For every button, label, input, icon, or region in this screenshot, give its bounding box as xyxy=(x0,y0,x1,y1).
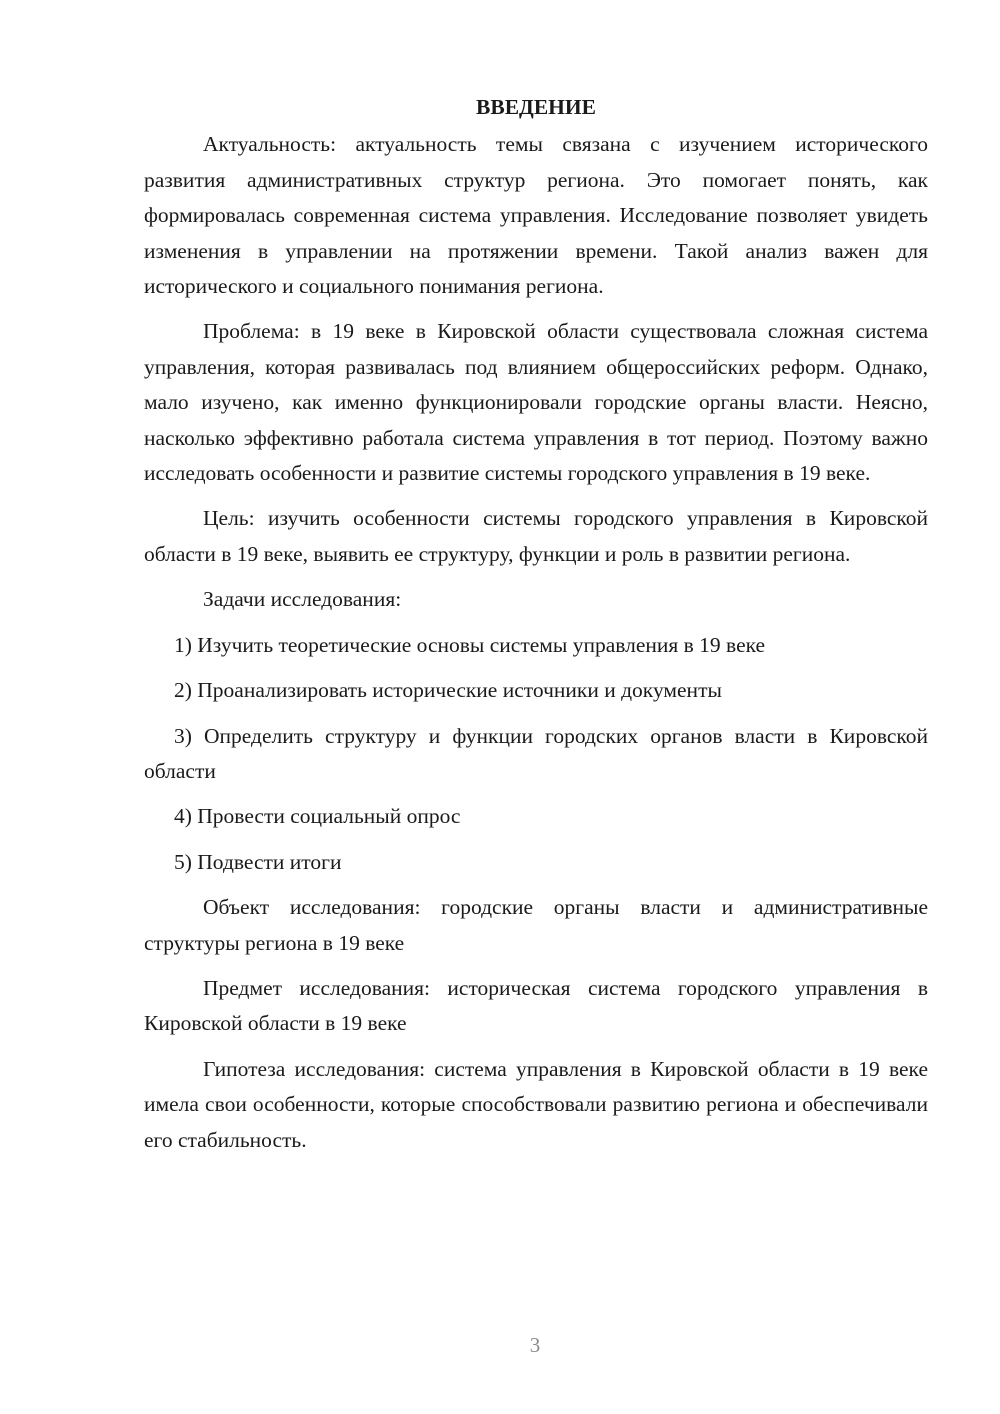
section-heading: ВВЕДЕНИЕ xyxy=(476,95,596,119)
task-item-3: 3) Определить структуру и функции городских органов власти в Кировской области xyxy=(144,723,928,783)
document-page xyxy=(144,90,928,1168)
object-paragraph: Объект исследования: городские органы власти и административные структуры региона в 19 веке xyxy=(144,895,928,955)
relevance-paragraph: Актуальность: актуальность темы связана с изучением исторического развития административных структур региона. Это помогает понять, как формировалась современная система управления. Исследование позволяет увидеть изменения в управлении на протяжении времени. Такой анализ важен для исторического и социального понимания региона. xyxy=(144,132,928,299)
task-item-4: 4) Провести социальный опрос xyxy=(174,804,461,829)
task-item-2: 2) Проанализировать исторические источники и документы xyxy=(174,678,722,703)
tasks-heading: Задачи исследования: xyxy=(203,587,402,612)
goal-paragraph: Цель: изучить особенности системы городского управления в Кировской области в 19 веке, выявить ее структуру, функции и роль в развитии региона. xyxy=(144,506,928,566)
task-item-1: 1) Изучить теоретические основы системы управления в 19 веке xyxy=(174,632,766,657)
task-item-5: 5) Подвести итоги xyxy=(174,849,342,874)
problem-paragraph: Проблема: в 19 веке в Кировской области существовала сложная система управления, которая развивалась под влиянием общероссийских реформ. Однако, мало изучено, как именно функционировали городские органы власти. Неясно, насколько эффективно работала система управления в тот период. Поэтому важно исследовать особенности и развитие системы городского управления в 19 веке. xyxy=(144,319,928,486)
subject-paragraph: Предмет исследования: историческая система городского управления в Кировской области в 19 веке xyxy=(144,975,928,1036)
page-number: 3 xyxy=(529,1333,541,1357)
hypothesis-paragraph: Гипотеза исследования: система управления в Кировской области в 19 веке имела свои особенности, которые способствовали развитию региона и обеспечивали его стабильность. xyxy=(144,1056,928,1152)
